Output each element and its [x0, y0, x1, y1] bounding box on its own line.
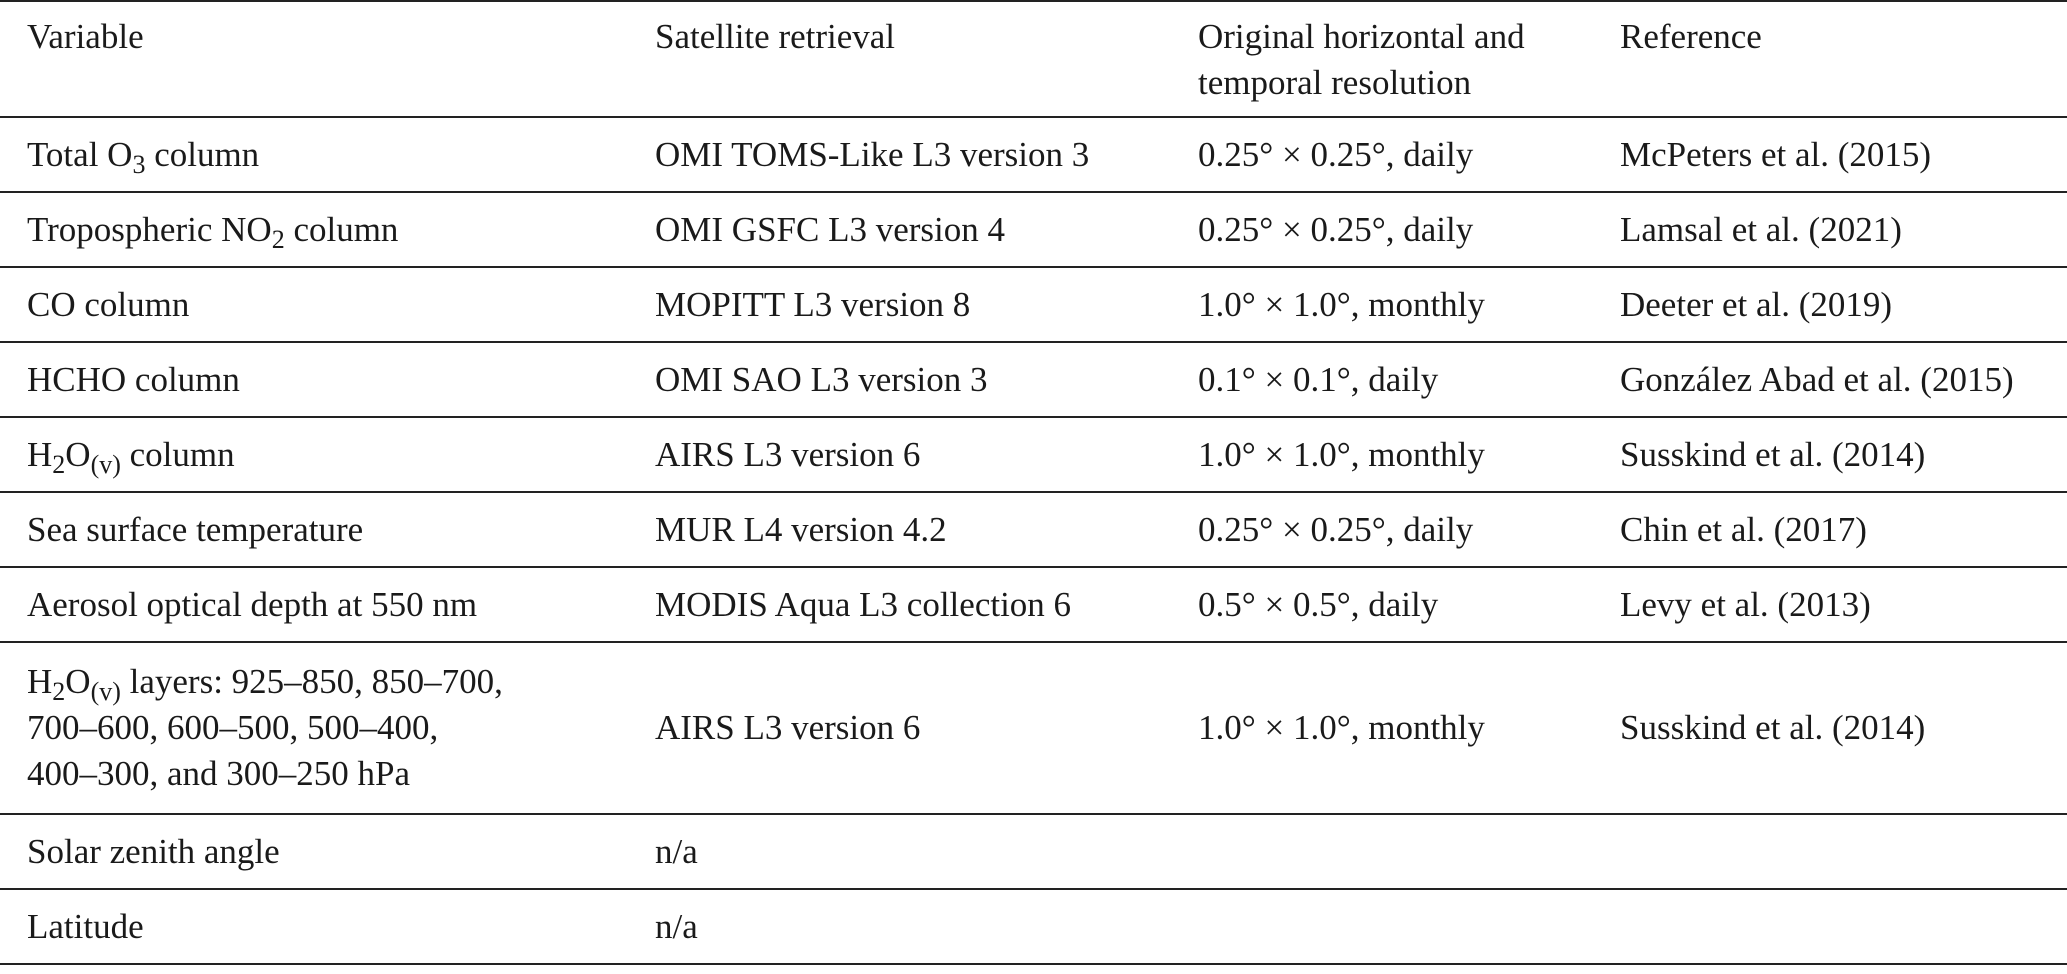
variable-line: [27, 659, 628, 705]
cell-variable: [0, 492, 628, 567]
cell-satellite-retrieval: n/a: [628, 889, 1171, 964]
cell-resolution: 1.0° × 1.0°, monthly: [1171, 642, 1593, 814]
table-row: [0, 814, 2067, 889]
variable-text: Sea surface temperature: [27, 509, 364, 549]
cell-resolution: [1171, 814, 1593, 889]
variable-line: 700–600, 600–500, 500–400,: [27, 708, 439, 747]
table-header-row: [0, 1, 2067, 117]
cell-satellite-retrieval: AIRS L3 version 6: [628, 417, 1171, 492]
table-row: [0, 192, 2067, 267]
cell-resolution: 0.25° × 0.25°, daily: [1171, 117, 1593, 192]
cell-resolution: [1171, 889, 1593, 964]
variable-subscript: (v): [90, 449, 121, 479]
cell-variable: [0, 889, 628, 964]
table-row: [0, 567, 2067, 642]
cell-reference: González Abad et al. (2015): [1593, 342, 2067, 417]
table-row: [0, 642, 2067, 814]
variable-text: column: [120, 434, 235, 474]
cell-reference: Chin et al. (2017): [1593, 492, 2067, 567]
variable-subscript: 2: [271, 224, 285, 254]
cell-reference: Levy et al. (2013): [1593, 567, 2067, 642]
cell-reference: Susskind et al. (2014): [1593, 642, 2067, 814]
cell-variable: [0, 417, 628, 492]
variable-line: [27, 282, 628, 328]
variable-line: [27, 829, 628, 875]
variable-text: H: [27, 662, 53, 701]
cell-satellite-retrieval: MUR L4 version 4.2: [628, 492, 1171, 567]
cell-satellite-retrieval: n/a: [628, 814, 1171, 889]
cell-variable: [0, 814, 628, 889]
variable-text: O: [65, 434, 91, 474]
cell-satellite-retrieval: AIRS L3 version 6: [628, 642, 1171, 814]
variable-text: O: [65, 662, 91, 701]
cell-variable: [0, 192, 628, 267]
variable-line: [27, 207, 628, 253]
header-satellite-retrieval: Satellite retrieval: [628, 1, 1171, 117]
cell-resolution: 0.25° × 0.25°, daily: [1171, 192, 1593, 267]
variable-text: HCHO column: [27, 359, 240, 399]
header-variable: Variable: [0, 1, 628, 117]
cell-reference: McPeters et al. (2015): [1593, 117, 2067, 192]
variable-text: Solar zenith angle: [27, 831, 280, 871]
variable-text: layers: 925–850, 850–700,: [120, 662, 503, 701]
table-row: [0, 417, 2067, 492]
variable-text: column: [284, 209, 399, 249]
variable-text: CO column: [27, 284, 190, 324]
cell-variable: [0, 567, 628, 642]
variable-subscript: 2: [52, 449, 66, 479]
table-row: [0, 267, 2067, 342]
variable-text: Tropospheric NO: [27, 209, 272, 249]
cell-satellite-retrieval: OMI SAO L3 version 3: [628, 342, 1171, 417]
cell-satellite-retrieval: OMI TOMS-Like L3 version 3: [628, 117, 1171, 192]
variable-line: [27, 357, 628, 403]
cell-satellite-retrieval: OMI GSFC L3 version 4: [628, 192, 1171, 267]
variable-line: [27, 507, 628, 553]
variable-line: [27, 582, 628, 628]
cell-resolution: 1.0° × 1.0°, monthly: [1171, 267, 1593, 342]
variable-subscript: (v): [90, 677, 121, 706]
cell-variable: [0, 117, 628, 192]
cell-reference: [1593, 889, 2067, 964]
variable-text: Aerosol optical depth at 550 nm: [27, 584, 478, 624]
cell-resolution: 0.5° × 0.5°, daily: [1171, 567, 1593, 642]
variable-line: [27, 432, 628, 478]
cell-resolution: 0.25° × 0.25°, daily: [1171, 492, 1593, 567]
variable-line: [27, 132, 628, 178]
variable-subscript: 2: [52, 677, 66, 706]
header-resolution: Original horizontal and temporal resolution: [1171, 1, 1593, 117]
table-row: [0, 889, 2067, 964]
cell-reference: Lamsal et al. (2021): [1593, 192, 2067, 267]
variable-text: Total O: [27, 134, 133, 174]
cell-variable: [0, 642, 628, 814]
variable-line: [27, 904, 628, 950]
variable-text: H: [27, 434, 53, 474]
cell-satellite-retrieval: MOPITT L3 version 8: [628, 267, 1171, 342]
cell-variable: [0, 267, 628, 342]
cell-reference: Susskind et al. (2014): [1593, 417, 2067, 492]
table-row: [0, 117, 2067, 192]
cell-reference: Deeter et al. (2019): [1593, 267, 2067, 342]
cell-reference: [1593, 814, 2067, 889]
cell-satellite-retrieval: MODIS Aqua L3 collection 6: [628, 567, 1171, 642]
cell-resolution: 1.0° × 1.0°, monthly: [1171, 417, 1593, 492]
variable-text: column: [145, 134, 260, 174]
variable-line: 400–300, and 300–250 hPa: [27, 754, 411, 793]
table-row: [0, 492, 2067, 567]
table-body: [0, 117, 2067, 964]
variable-subscript: 3: [132, 149, 146, 179]
cell-variable: [0, 342, 628, 417]
header-reference: Reference: [1593, 1, 2067, 117]
table-row: [0, 342, 2067, 417]
variable-text: Latitude: [27, 906, 144, 946]
cell-resolution: 0.1° × 0.1°, daily: [1171, 342, 1593, 417]
